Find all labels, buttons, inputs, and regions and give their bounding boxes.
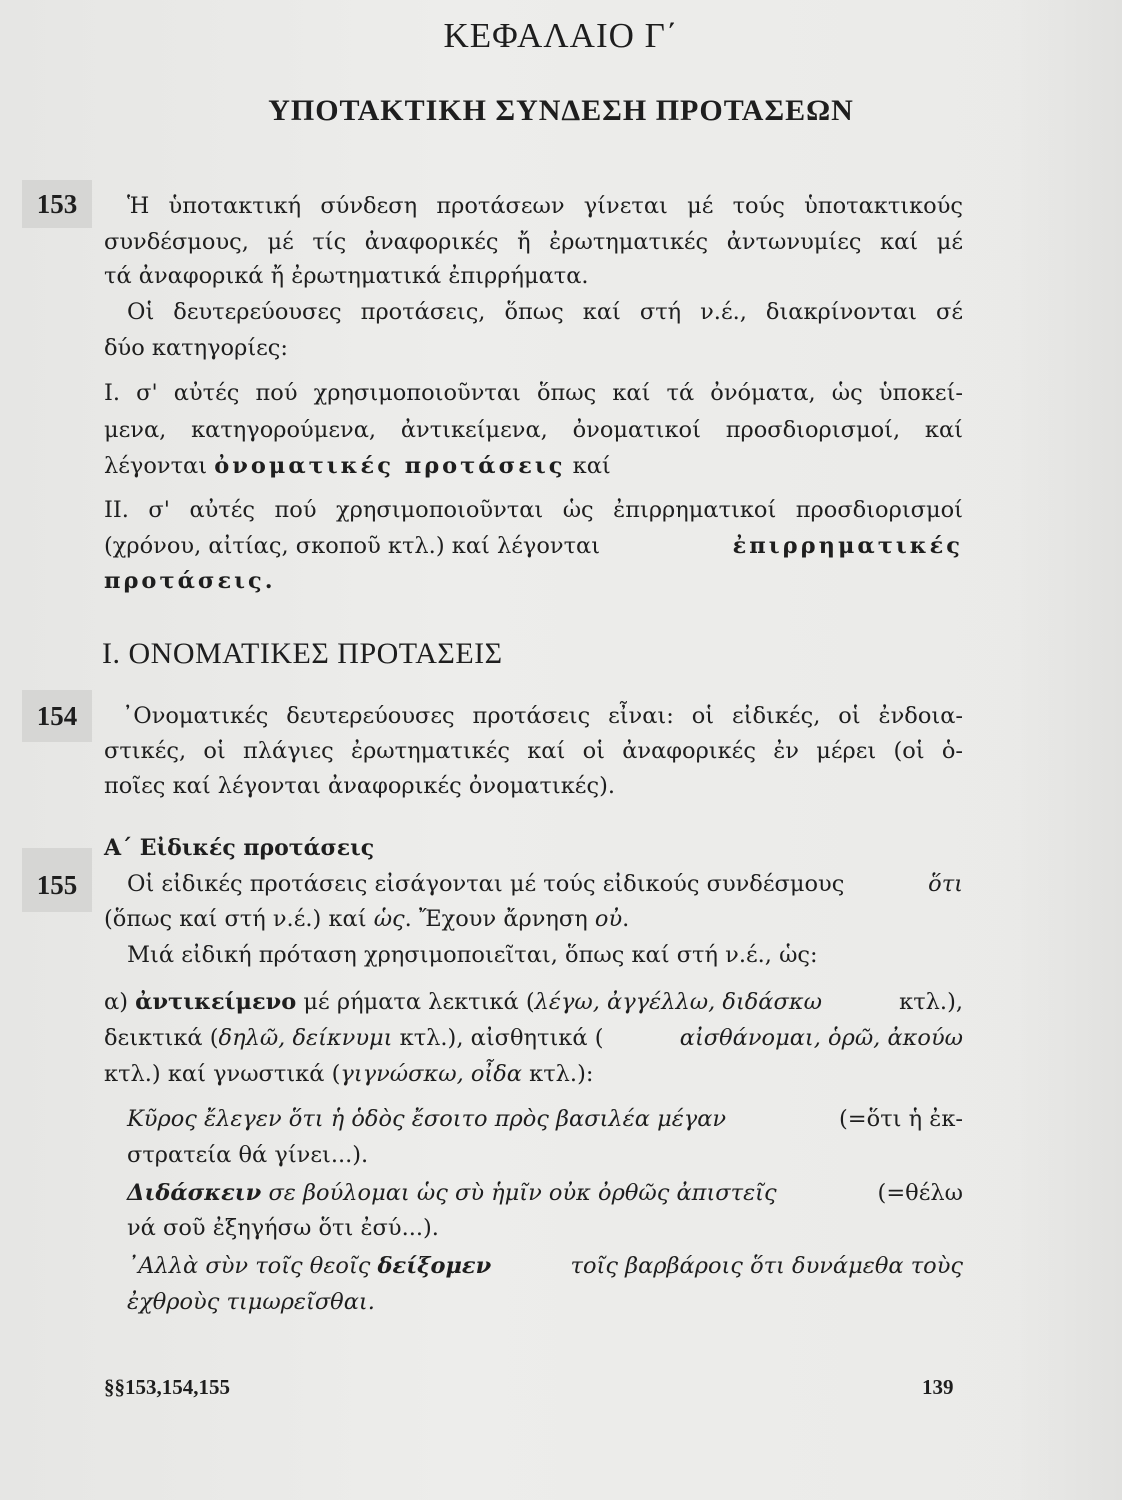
conj-hoti: ὅτι xyxy=(928,871,963,897)
p153-line-9: ΙΙ. σ' αὐτές πού χρησιμοποιοῦνται ὡς ἐπιρρηματικοί προσδιορισμοί xyxy=(104,497,963,523)
paragraph-number-155: 155 xyxy=(22,848,92,912)
p153-line-3: τά ἀναφορικά ἤ ἐρωτηματικά ἐπιρρήματα. xyxy=(104,263,589,289)
example-3-start: ᾿Αλλὰ σὺν τοῖς θεοῖς xyxy=(127,1253,378,1279)
p155-line-5 xyxy=(104,1025,963,1051)
chapter-label: ΚΕΦΑΛΑΙΟ Γ΄ xyxy=(443,16,679,55)
page-edge-shadow xyxy=(1002,0,1122,1500)
example-3-keyword: δείξομεν xyxy=(377,1253,492,1279)
p153-line-10 xyxy=(104,533,963,559)
paragraph-number-154: 154 xyxy=(22,690,92,742)
example-1-line-2: στρατεία θά γίνει...). xyxy=(127,1142,369,1168)
p153-line-7: μενα, κατηγορούμενα, ἀντικείμενα, ὀνοματικοί προσδιορισμοί, καί xyxy=(104,417,963,443)
example-2-translation-start: (=θέλω xyxy=(877,1180,963,1206)
p155-line-1 xyxy=(127,871,963,897)
negation-ou: οὐ xyxy=(594,906,623,932)
verbs-lektika: λέγω, ἀγγέλλω, διδάσκω xyxy=(534,989,822,1015)
p154-line-2: στικές, οἱ πλάγιες ἐρωτηματικές καί οἱ ἀναφορικές ἐν μέρει (οἱ ὁ- xyxy=(104,738,963,764)
chapter-title: ΥΠΟΤΑΚΤΙΚΗ ΣΥΝΔΕΣΗ ΠΡΟΤΑΣΕΩΝ xyxy=(268,94,854,127)
example-1-line-1 xyxy=(127,1106,963,1132)
p155-line-1-start: Οἱ εἰδικές προτάσεις εἰσάγονται μέ τούς εἰδικούς συνδέσμους xyxy=(127,871,845,897)
example-1-greek: Κῦρος ἔλεγεν ὅτι ἡ ὁδὸς ἔσοιτο πρὸς βασιλέα μέγαν xyxy=(127,1106,727,1132)
example-2-greek: σε βούλομαι ὡς σὺ ἡμῖν οὐκ ὀρθῶς ἀπιστεῖς xyxy=(261,1180,777,1206)
p155-line-2-c: . Ἔχουν ἄρνηση xyxy=(404,906,595,932)
footer-section-refs: §§153,154,155 xyxy=(104,1375,230,1399)
p155-line-2-e: . xyxy=(622,906,630,932)
p153-line-8-end: καί xyxy=(565,453,611,479)
p155-line-3: Μιά εἰδική πρόταση χρησιμοποιεῖται, ὅπως καί στή ν.έ., ὡς: xyxy=(127,942,818,968)
verbs-deiktika: δηλῶ, δείκνυμι xyxy=(218,1025,393,1051)
page-number: 139 xyxy=(922,1375,954,1399)
example-1-translation-start: (=ὅτι ἡ ἐκ- xyxy=(839,1106,963,1132)
p153-line-2: συνδέσμους, μέ τίς ἀναφορικές ἤ ἐρωτηματικές ἀντωνυμίες καί μέ xyxy=(104,229,963,255)
verbs-aisthitika: αἰσθάνομαι, ὁρῶ, ἀκούω xyxy=(679,1025,963,1051)
term-protaseis: προτάσεις. xyxy=(104,568,276,594)
paragraph-number-153: 153 xyxy=(22,180,92,228)
p155-line-5-a: δεικτικά ( xyxy=(104,1025,219,1051)
p155-line-6 xyxy=(104,1061,593,1087)
p154-line-3: ποῖες καί λέγονται ἀναφορικές ὀνοματικές). xyxy=(104,773,615,799)
p153-line-6: Ι. σ' αὐτές πού χρησιμοποιοῦνται ὅπως καί τά ὀνόματα, ὡς ὑποκεί- xyxy=(104,380,963,406)
p155-line-6-c: κτλ.): xyxy=(522,1061,594,1087)
p153-line-8 xyxy=(104,453,611,479)
p155-line-5-c: κτλ.), αἰσθητικά ( xyxy=(392,1025,604,1051)
p153-line-5: δύο κατηγορίες: xyxy=(104,335,288,361)
example-3-end: τοῖς βαρβάροις ὅτι δυνάμεθα τοὺς xyxy=(570,1253,963,1279)
verbs-gnostika: γιγνώσκω, οἶδα xyxy=(340,1061,522,1087)
p153-line-8-start: λέγονται xyxy=(104,453,215,479)
p153-line-10-start: (χρόνου, αἰτίας, σκοποῦ κτλ.) καί λέγονται xyxy=(104,533,601,559)
example-2-keyword: Διδάσκειν xyxy=(127,1180,262,1206)
term-onomatikes-protaseis: ὀνοματικές προτάσεις xyxy=(214,453,566,479)
conj-hos: ὡς xyxy=(373,906,405,932)
p155-line-4-c: μέ ρήματα λεκτικά ( xyxy=(296,989,535,1015)
example-3-line-1 xyxy=(127,1253,963,1279)
term-epirrimatikes: ἐπιρρηματικές xyxy=(732,533,963,559)
p155-line-2-a: (ὅπως καί στή ν.έ.) καί xyxy=(104,906,374,932)
term-antikeimeno: ἀντικείμενο xyxy=(135,989,297,1015)
example-2-line-2: νά σοῦ ἐξηγήσω ὅτι ἐσύ...). xyxy=(127,1215,439,1241)
p153-line-1: Ἡ ὑποτακτική σύνδεση προτάσεων γίνεται μέ τούς ὑποτακτικούς xyxy=(127,193,963,219)
p155-line-4-e: κτλ.), xyxy=(899,989,963,1015)
item-a-label: α) xyxy=(104,989,136,1015)
example-3-line-2: ἐχθροὺς τιμωρεῖσθαι. xyxy=(127,1289,375,1315)
p155-line-4 xyxy=(104,989,963,1015)
p154-line-1: ᾿Ονοματικές δευτερεύουσες προτάσεις εἶναι: οἱ εἰδικές, οἱ ἐνδοια- xyxy=(122,703,963,729)
example-2-line-1 xyxy=(127,1180,963,1206)
subsection-title: Α΄ Εἰδικές προτάσεις xyxy=(104,835,375,861)
p155-line-6-a: κτλ.) καί γνωστικά ( xyxy=(104,1061,341,1087)
p155-line-2 xyxy=(104,906,629,932)
section-title: Ι. ΟΝΟΜΑΤΙΚΕΣ ΠΡΟΤΑΣΕΙΣ xyxy=(102,637,503,670)
p153-line-4: Οἱ δευτερεύουσες προτάσεις, ὅπως καί στή ν.έ., διακρίνονται σέ xyxy=(127,299,963,325)
